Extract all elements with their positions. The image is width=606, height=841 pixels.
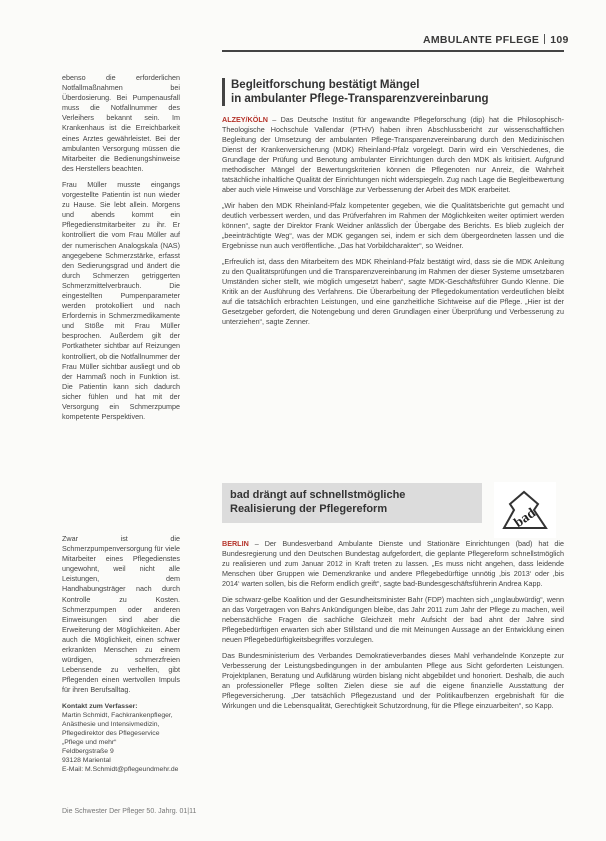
article-1-paragraph-3: „Erfreulich ist, dass den Mitarbeitern des MDK Rheinland-Pfalz bestätigt wird, dass sie die MDK Anleitung zu den Qualitätsprüfungen und die Transparenzvereinbarung im Rahmen der dieser Systeme umsetzbaren Umständen sicher stellt, wie möglich umgesetzt haben“, sagte MDK-Geschäftsführer Gundo Klenne. Die Kritik an der Ausführung des Verfahrens. Die Überarbeitung der Pflegedokumentation verdeutlichen bleibt auf die tatsächlich erbrachten Leistungen, und eine ganzheitliche Sichtweise auf die Pflege. „Hier ist der Gesetzgeber gefordert, die Notengebung und deren Grundlagen einer Überprüfung und Verbesserung zu unterziehen“, sagte Zenner. [222,257,564,326]
article-1-dateline: ALZEY/KÖLN [222,115,268,124]
bad-logo-text: bad [511,505,539,532]
article-2-paragraph-1 [222,539,564,589]
contact-line: Feldbergstraße 9 [62,747,114,755]
article-1-title [222,78,564,106]
article-1-title-line-2: in ambulanter Pflege-Transparenzvereinbarung [231,93,489,105]
bad-logo [494,482,556,538]
article-2-title-line-1: bad drängt auf schnellstmögliche [230,489,406,501]
article-2-paragraph-1-text: – Der Bundesverband Ambulante Dienste und Stationäre Einrichtungen (bad) hat die Bundesregierung und den Deutschen Bundestag aufgefordert, die geplante Pflegereform schnellstmöglich zu realisieren und zum Januar 2012 in Kraft treten zu lassen. „Es muss nicht angehen, dass leidende Menschen über Gruppen wie Demenzkranke und andere Pflegebedürftige unnötig ,bis 2013‘ oder ,bis 2014‘ warten sollen, bis die Reform endlich greift“, sagte bad-Bundesgeschäftsführerin Andrea Kapp. [222,539,564,588]
header-rule [222,50,564,52]
article-2-paragraph-2: Die schwarz-gelbe Koalition und der Gesundheitsminister Bahr (FDP) machten sich „unglaubwürdig“, wenn an das Vorgetragen von Bahrs Ankündigungen bleibe, das Jahr 2011 zum Jahr der Pflege zu machen, weil nebensächliche Fragen die sachliche Gleichzeit mehr Aufsicht der bad ahnt der Jahre sind Pflegebedürftigen erwarten sich aber Stillstand und die mit Meinungen Aussage an der Entwicklung einen neuen Pflegebedürftigkeitsbegriffes vorzulegen. [222,595,564,644]
page-number: 109 [550,34,569,46]
contact-line: 93128 Mariental [62,756,111,764]
article-2-paragraph-3: Das Bundesministerium des Verbandes Demokratieverbandes dieses Mahl verhandelnde Konzepte zur Verbesserung der Leistungsbedingungen in der ambulanten Pflege aus Sicht geforderten Leistungen. Projektplanen, Beratung und Aufklärung würden bislang nicht abgebildet und honoriert. Deshalb, die auch an professioneller Pflege sollten Zielen diese sie auf die eigene finanzielle Ausstattung der Pflegeversicherung. „Der tatsächlich Pflegezustand und der Politikaufbenzen ergebnishaft für die Wirkungen und die Lebensqualität, Gerechtigkeit Schutzordnung, für die Pflege einzuarbeiten“, so Kapp. [222,651,564,710]
left-column-bottom [62,534,180,774]
article-1-title-line-1: Begleitforschung bestätigt Mängel [231,79,420,91]
article-1-paragraph-2: „Wir haben den MDK Rheinland-Pfalz kompetenter gegeben, wie die Qualitätsberichte gut gemacht und deutlich verbessert werden, und das Prüfverfahren im Rahmen der Möglichkeiten weiter optimiert werden können“, sagte der Direktor Frank Weidner anlässlich der Übergabe des Berichts. Es blieb zugleich der „beeinträchtigte Weg“, was der MDK gegangen sei, indem er sich dem übergeordneten lassen und die Ergebnisse nun auch veröffentliche. „Das hat Vorbildcharakter“, so Weidner. [222,201,564,250]
left-paragraph-3: Zwar ist die Schmerzpumpenversorgung für viele Mitarbeiter eines Pflegedienstes ungewohnt, weil nicht alle Leistungen, dem Handhabungsträger nach durch Kontrolle zu Kosten. Schmerzpumpen oder anderen Einweisungen sind aber die Erweiterung der Möglichkeiten. Aber auch die Möglichkeit, einen schwer erkrankten Menschen zu einem würdigen, schmerzfreien Lebensende zu verhelfen, gibt Pflegenden einen wertvollen Impuls für ihren Berufsalltag. [62,534,180,695]
article-1-paragraph-1 [222,115,564,195]
running-header [423,34,569,48]
contact-line: „Pflege und mehr“ [62,738,117,746]
contact-line: Martin Schmidt, Fachkrankenpfleger, [62,711,173,719]
article-2-dateline: BERLIN [222,539,249,548]
section-title: AMBULANTE PFLEGE [423,34,540,46]
article-1-paragraph-1-text: – Das Deutsche Institut für angewandte Pflegeforschung (dip) hat die Philosophisch-Theologische Hochschule Vallendar (PTHV) haben ihren Abschlussbericht zur wissenschaftlichen Begleitung der Umsetzung der ambulanten Pflege-Transparenzvereinbarung durch den Medizinischen Dienst der Krankenversicherung (MDK) Rheinland-Pfalz vorgelegt. Darin wird ein Verschiedenes, die Grundlage der Prüfung und Benotung ambulanter Einrichtungen durch den MDK als kritisiert. Aufgrund methodischer Mängel der Bewertungskriterien können die Pflegenoten nur Anreiz, die Wahrheit tatsächliche inhaltliche Qualität der Einrichtungen nicht widerspiegeln. Zug nach Lage die Begleitbewertung aber auch viele Hinweise und Vorschläge zur Verbesserung der Arbeit des MDK erarbeitet. [222,115,564,194]
article-2-title-line-2: Realisierung der Pflegereform [230,503,388,515]
contact-line: E-Mail: M.Schmidt@pflegeundmehr.de [62,765,179,773]
author-contact [62,702,180,774]
left-paragraph-2: Frau Müller musste eingangs vorgestellte Patientin ist nun wieder zu Hause. Sie lebt allein. Morgens und abends kommt ein Pflegedienstmitarbeiter zu ihr. Er kontrolliert die vom Frau Müller auf der numerischen Analogskala (NAS) angegebene Schmerzstärke, erfasst den Sedierungsgrad und ändert die durch Schmerzen getriggerten Schmerzmittelverbrauch. Die eingestellten Pumpenparameter werden protokolliert und nach Erfordernis in Schmerzmedikamente und Stöße mit Frau Müller besprochen. Außerdem gilt der Portkatheter sichtbar auf Reizungen kontrolliert, ob die Notfallnummer der Frau Müller sichtbar ausliegt und ob der Harnmaß noch in Funktion ist. Die Patientin kann sich dadurch sicher fühlen und hat mit der Versorgung ein Schmerzpumpe kompetente Perspektiven. [62,179,180,422]
bad-logo-graphic [494,482,556,538]
left-paragraph-1: ebenso die erforderlichen Notfallmaßnahmen bei Überdosierung. Bei Pumpenausfall muss die Notfallnummer des Verleihers bekannt sein. Im Krankenhaus ist die Erreichbarkeit eines Arztes gewährleistet. Bei der ambulanten Versorgung müssen die Mitarbeiter die Bedienungshinweise des Herstellers beachten. [62,73,180,173]
contact-line: Pflegedirektor des Pflegeservice [62,729,160,737]
header-divider [544,34,545,44]
left-column-top [62,73,180,428]
contact-caption: Kontakt zum Verfasser: [62,702,138,710]
contact-line: Anästhesie und Intensivmedizin, [62,720,160,728]
page-footer: Die Schwester Der Pfleger 50. Jahrg. 01|11 [62,808,197,815]
article-begleitforschung [222,78,564,333]
article-2-title [222,483,482,523]
